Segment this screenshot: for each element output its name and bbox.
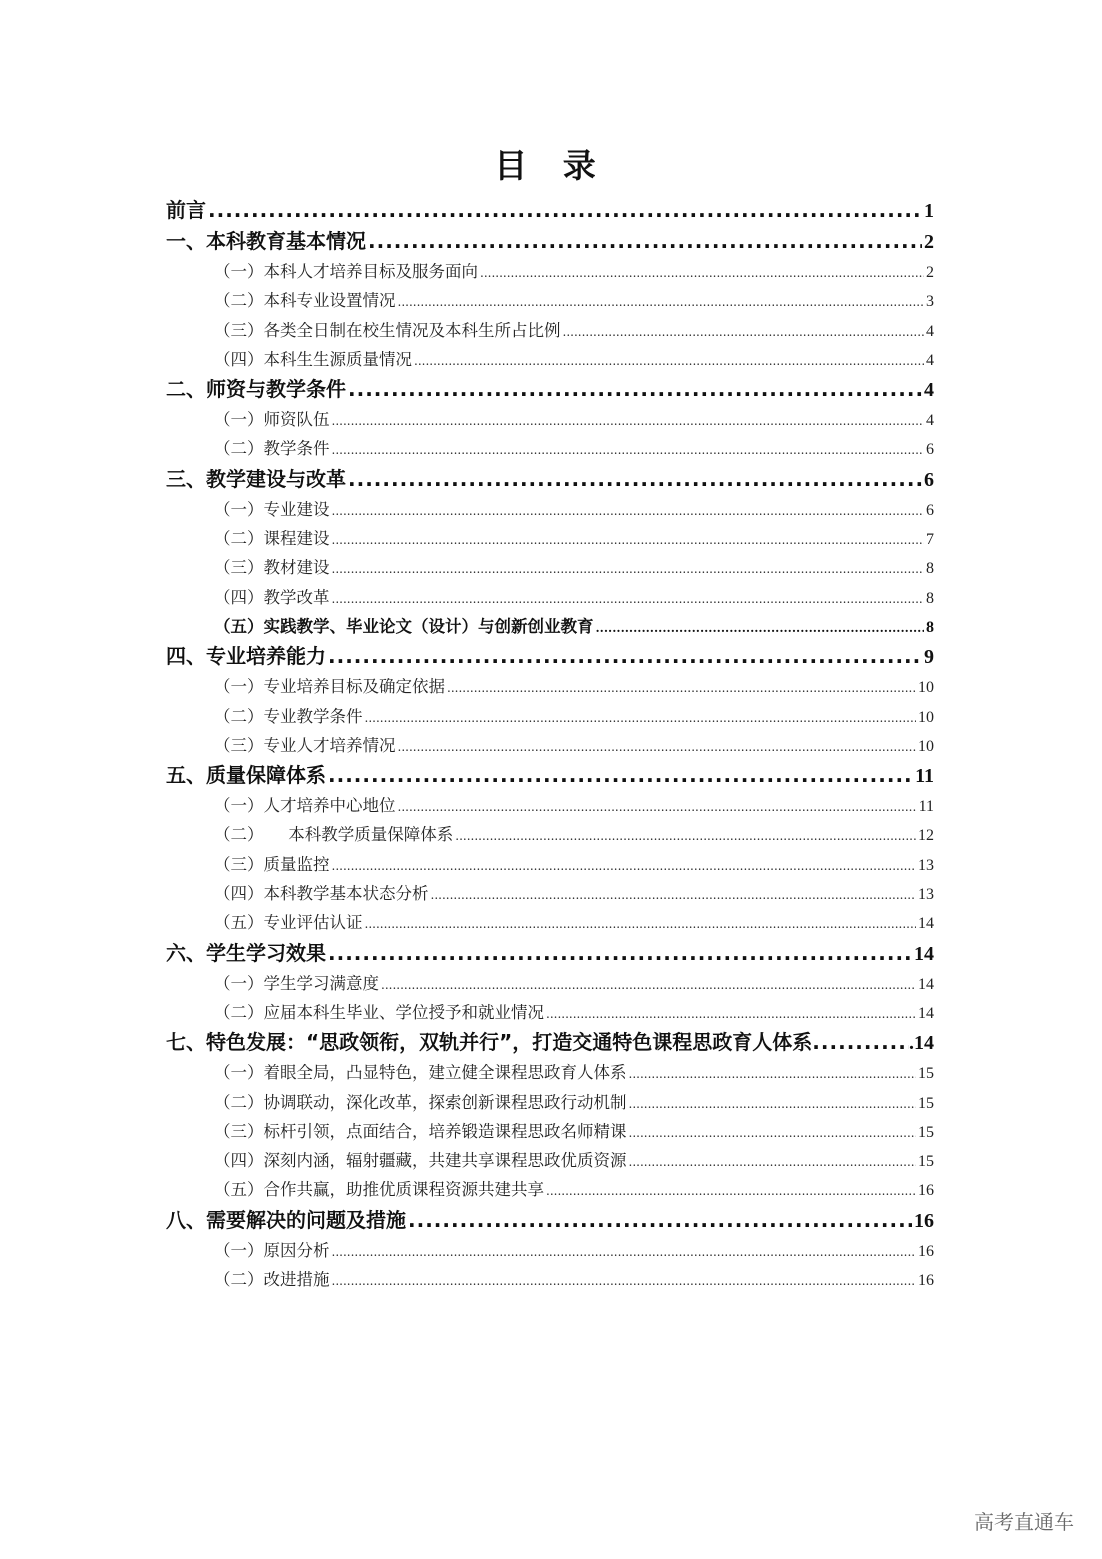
toc-leader-dots [596,612,925,641]
toc-subsection-entry[interactable] [166,286,934,315]
toc-page-number: 6 [926,501,934,519]
toc-leader-dots [332,583,925,612]
toc-entry-label: （一）专业建设 [214,499,330,519]
toc-subsection-entry[interactable] [166,1236,934,1265]
toc-page-number: 14 [918,915,934,933]
toc-entry-label: 二、师资与教学条件 [166,377,346,402]
toc-leader-dots [447,672,916,701]
toc-entry-label: （一）着眼全局，凸显特色，建立健全课程思政育人体系 [214,1063,627,1083]
toc-entry-label: （四）本科教学基本状态分析 [214,884,429,904]
toc-subsection-entry[interactable] [166,1265,934,1294]
toc-entry-label: 前言 [166,198,206,222]
toc-page-number: 8 [926,589,934,607]
toc-entry-label: （一）专业培养目标及确定依据 [214,677,445,697]
toc-leader-dots [408,1205,912,1236]
toc-section-entry[interactable] [166,760,934,791]
toc-entry-label: （一）师资队伍 [214,410,330,430]
toc-leader-dots [332,1265,917,1294]
toc-page-number: 2 [926,264,934,281]
toc-subsection-entry[interactable] [166,1088,934,1117]
toc-leader-dots [332,434,925,463]
toc-entry-label: （四）深刻内涵，辐射疆藏，共建共享课程思政优质资源 [214,1151,627,1171]
toc-page-number: 7 [926,531,934,549]
toc-subsection-entry[interactable] [166,524,934,553]
toc-entry-label: （一）学生学习满意度 [214,973,379,993]
toc-leader-dots [414,345,924,374]
toc-subsection-entry[interactable] [166,969,934,998]
toc-entry-label: （一）原因分析 [214,1240,330,1260]
toc-leader-dots [381,969,916,998]
toc-leader-dots [365,702,917,731]
toc-section-entry[interactable] [166,195,934,226]
toc-entry-label: 六、学生学习效果 [166,940,326,965]
toc-page-number: 16 [918,1182,934,1200]
toc-page-number: 1 [924,200,934,222]
toc-subsection-entry[interactable] [166,583,934,612]
toc-page-number: 11 [918,798,934,816]
toc-entry-label: （三）专业人才培养情况 [214,735,396,755]
toc-subsection-entry[interactable] [166,820,934,849]
toc-leader-dots [480,257,924,286]
toc-page-number: 4 [926,412,934,430]
toc-page-number: 15 [918,1065,934,1083]
toc-page-number: 15 [918,1094,934,1112]
toc-leader-dots [348,464,922,495]
toc-leader-dots [348,374,922,405]
toc-page-number: 14 [918,975,934,993]
toc-leader-dots [332,405,925,434]
toc-leader-dots [332,850,917,879]
toc-entry-label: （四）本科生生源质量情况 [214,349,412,369]
toc-page-number: 16 [918,1272,934,1290]
toc-leader-dots [629,1058,917,1087]
toc-leader-dots [812,1027,909,1058]
toc-entry-label: （四）教学改革 [214,587,330,607]
toc-entry-label: （一）人才培养中心地位 [214,796,396,816]
toc-section-entry[interactable] [166,641,934,672]
toc-subsection-entry[interactable] [166,791,934,820]
toc-entry-label: （二）本科专业设置情况 [214,291,396,311]
toc-subsection-entry[interactable] [166,908,934,937]
toc-page-number: 12 [918,827,934,845]
toc-page-number: 6 [924,468,934,491]
toc-section-entry[interactable] [166,1027,934,1058]
toc-page-number: 3 [926,293,934,311]
toc-subsection-entry[interactable] [166,1175,934,1204]
toc-subsection-entry[interactable] [166,879,934,908]
toc-entry-label: （五）实践教学、毕业论文（设计）与创新创业教育 [214,616,594,636]
toc-entry-label: （二）应届本科生毕业、学位授予和就业情况 [214,1002,544,1022]
toc-page-number: 16 [914,1209,934,1232]
toc-entry-label: （二）专业教学条件 [214,706,363,726]
toc-subsection-entry[interactable] [166,1146,934,1175]
toc-subsection-entry[interactable] [166,434,934,463]
toc-leader-dots [629,1146,917,1175]
toc-entry-label: 五、质量保障体系 [166,763,326,788]
toc-leader-dots [328,641,922,672]
toc-page-number: 13 [918,856,934,874]
toc-page-number: 4 [924,379,934,402]
toc-page-number: 15 [918,1123,934,1141]
toc-page-number: 4 [926,351,934,369]
toc-leader-dots [546,1175,916,1204]
toc-page-number: 10 [918,679,934,697]
toc-page-number: 9 [924,646,934,669]
toc-entry-label: （二） 本科教学质量保障体系 [214,825,454,845]
toc-entry-label: （一）本科人才培养目标及服务面向 [214,262,478,281]
toc-page-number: 16 [918,1242,934,1260]
toc-page-number: 11 [915,765,934,788]
toc-leader-dots [546,998,916,1027]
table-of-contents [166,195,934,1294]
toc-page-number: 14 [914,942,934,965]
toc-entry-label: （三）各类全日制在校生情况及本科生所占比例 [214,320,561,340]
toc-leader-dots [332,1236,917,1265]
toc-subsection-entry[interactable] [166,257,934,286]
toc-leader-dots [398,731,917,760]
toc-entry-label: 一、本科教育基本情况 [166,229,366,253]
toc-leader-dots [629,1088,917,1117]
toc-leader-dots [332,495,925,524]
toc-subsection-entry[interactable] [166,405,934,434]
toc-entry-label: 八、需要解决的问题及措施 [166,1207,406,1232]
toc-entry-label: （三）标杆引领，点面结合，培养锻造课程思政名师精课 [214,1121,627,1141]
toc-page-number: .14 [909,1032,934,1055]
toc-page-number: 14 [918,1004,934,1022]
toc-leader-dots [208,195,922,226]
toc-subsection-entry[interactable] [166,495,934,524]
toc-subsection-entry[interactable] [166,316,934,345]
toc-subsection-entry[interactable] [166,731,934,760]
toc-entry-label: 七、特色发展：“思政领衔，双轨并行”，打造交通特色课程思政育人体系 [166,1030,813,1055]
toc-section-entry[interactable] [166,464,934,495]
toc-leader-dots [365,908,917,937]
toc-leader-dots [455,820,916,849]
toc-leader-dots [328,938,912,969]
toc-entry-label: 三、教学建设与改革 [166,466,346,491]
toc-subsection-entry[interactable] [166,612,934,641]
toc-page-number: 8 [926,560,934,578]
toc-entry-label: （五）专业评估认证 [214,913,363,933]
toc-leader-dots [431,879,917,908]
toc-subsection-entry[interactable] [166,998,934,1027]
toc-entry-label: （二）协调联动，深化改革，探索创新课程思政行动机制 [214,1092,627,1112]
toc-leader-dots [563,316,925,345]
toc-leader-dots [629,1117,917,1146]
toc-section-entry[interactable] [166,1205,934,1236]
toc-subsection-entry[interactable] [166,850,934,879]
toc-entry-label: （二）改进措施 [214,1270,330,1290]
toc-section-entry[interactable] [166,226,934,257]
toc-page-number: 8 [926,618,934,636]
toc-subsection-entry[interactable] [166,702,934,731]
toc-entry-label: （二）教学条件 [214,439,330,459]
toc-page-number: 13 [918,886,934,904]
toc-entry-label: （二）课程建设 [214,529,330,549]
toc-leader-dots [332,524,925,553]
toc-page-number: 2 [924,231,934,253]
toc-leader-dots [332,553,925,582]
toc-page-number: 10 [918,737,934,755]
toc-subsection-entry[interactable] [166,1058,934,1087]
toc-entry-label: （三）质量监控 [214,854,330,874]
toc-leader-dots [398,286,925,315]
toc-subsection-entry[interactable] [166,1117,934,1146]
toc-subsection-entry[interactable] [166,553,934,582]
toc-subsection-entry[interactable] [166,672,934,701]
watermark: 高考直通车 [974,1510,1074,1534]
toc-section-entry[interactable] [166,938,934,969]
toc-leader-dots [328,760,913,791]
toc-page-number: 15 [918,1153,934,1171]
toc-leader-dots [368,226,922,257]
toc-leader-dots [398,791,917,820]
toc-page-number: 10 [918,708,934,726]
toc-entry-label: 四、专业培养能力 [166,644,326,669]
toc-subsection-entry[interactable] [166,345,934,374]
toc-entry-label: （三）教材建设 [214,558,330,578]
toc-entry-label: （五）合作共赢，助推优质课程资源共建共享 [214,1180,544,1200]
toc-page-number: 4 [926,322,934,340]
page-title: 目 录 [494,146,608,185]
toc-page-number: 6 [926,441,934,459]
toc-section-entry[interactable] [166,374,934,405]
